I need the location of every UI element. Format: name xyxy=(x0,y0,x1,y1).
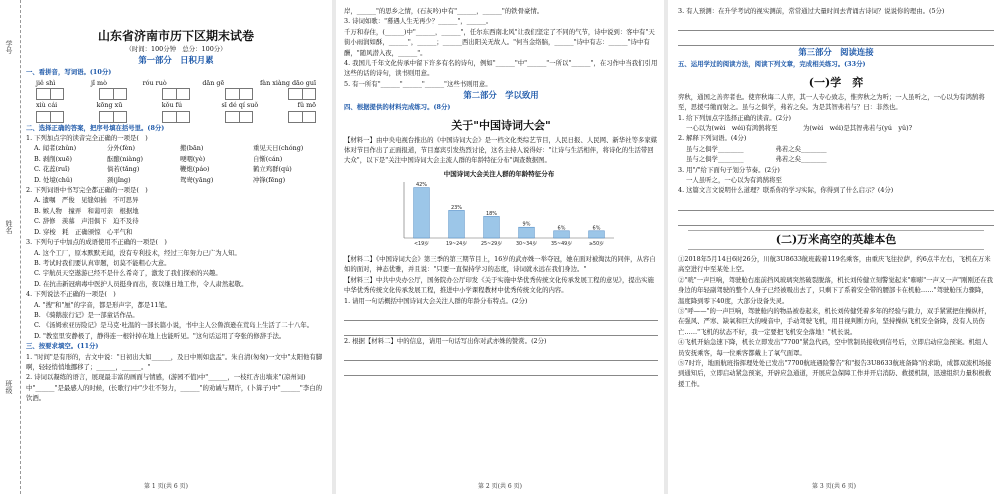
question-1: 1. 下列加点字的读音完全正确的一项是( ) xyxy=(26,134,148,143)
section-three-heading: 三、按要求填空。(11分) xyxy=(26,342,99,351)
pinyin-item: xiù cái xyxy=(36,101,58,110)
pinyin-item: kōng xū xyxy=(96,101,123,110)
chart-data-label: 6% xyxy=(557,225,566,232)
part-one-heading: 第一部分 日积月累 xyxy=(138,55,214,66)
question-2: 2. 下列词语中书写完全都正确的一项是( ) xyxy=(26,186,148,195)
part-two-heading: 第二部分 学以致用 xyxy=(463,90,539,101)
chart-data-label: 18% xyxy=(485,210,498,217)
chart-data-label: 6% xyxy=(592,225,601,232)
section-two-heading: 二、选择正确的答案，把序号填在括号里。(8分) xyxy=(26,123,165,132)
option-line: A. 这个工厂，原本默默无闻，没有专利技术，经过三年努力已广为人知。 xyxy=(34,248,241,257)
pinyin-item: kǒu fú xyxy=(161,101,183,110)
fill-line: 岸，______"的思乡之情，(石灰吟)中有"______，______"的铁骨豪情。 xyxy=(344,7,544,15)
pinyin-item: fǔ mō xyxy=(297,101,316,110)
binding-label-class: 班级 xyxy=(5,380,13,394)
page-footer: 第 2 页(共 6 页) xyxy=(478,483,522,490)
chart-title: 中国诗词大会关注人群的年龄特征分布 xyxy=(443,169,555,178)
answer-line[interactable] xyxy=(678,196,994,211)
section-one-heading: 一、看拼音，写词语。(10分) xyxy=(26,68,112,77)
reading-one-q4: 4. 这篇文言文说明什么道理？联系你的学习实际，你得到了什么启示？(4分) xyxy=(678,186,894,195)
option-line: C. 辞修 羡慕 声泪俱下 迫不及待 xyxy=(34,217,139,226)
option-row: B. 剥削(xuē) 酝酿(niàng) 哽咽(yè) 自惭(cán) xyxy=(34,154,283,163)
answer-boxes-row-2[interactable] xyxy=(26,111,326,123)
answer-boxes-row-1[interactable] xyxy=(26,88,326,100)
chart-tick-label: 25~29岁 xyxy=(480,241,503,247)
material-two: 【材料二】《中国诗词大会》第三季的第三期节目上，16岁的武亦姝一举夺冠，她在面对被淘汰的同伴，从容自如的面对，神态优雅，并且说："只要一直保持学习的态度，诗词就永远在我们身边。" xyxy=(344,254,656,274)
reading-one-title: (一)学 弈 xyxy=(808,75,864,89)
reading-two-paragraph: ②"咣"一声巨响，驾驶舱右座前挡风玻璃突然破裂脱落，机长刘传健立刻警觉起来"嘭嘭"一声又一声"刚刚还在我身边的年轻副驾驶的整个人身子已经被吸出去了，只剩下了系着安全带的腰部卡在机舱……"驾驶舱压力骤降，温度降到零下40度，大部分设备失灵。 xyxy=(678,275,994,305)
reading-one-q2-items[interactable]: 虽与之俱学________ 弗若之矣________ xyxy=(686,155,827,164)
reading-two-paragraph: ⑤7时许，地面航班指挥理处处已发出"7700航班遇险警告"和"报告3U8633航班备降"的求助，成都双流机场接到通知后，立即启动紧急预案，开辟应急通道，开展应急保障工作并开启消防、救援机制，迅速组织力量积极救援工作。 xyxy=(678,358,992,388)
fill-line: 千万和春住，(______)中"______，______"，任尔东西南北风"让我们坚定了不同的气节，诗中说到：客中有"天街小雨润如酥，______"，______；______西出阳关无故人。"何当金络脑，______"诗中有志：______"诗中有酬，"随风潜入夜，______"。 xyxy=(344,27,655,57)
pinyin-item: fàn xiàng dāo guī xyxy=(259,78,316,87)
chart-bar xyxy=(484,216,500,238)
pinyin-row-2 xyxy=(26,100,326,110)
option-row: A. 闻者(zhǔn) 分外(fèn) 搬(bān) 重见天日(chóng) xyxy=(34,144,304,153)
chart-tick-label: ≥50岁 xyxy=(589,241,604,247)
age-distribution-chart xyxy=(374,168,624,252)
exam-subtitle: （时间：100分钟 总分：100分） xyxy=(125,45,227,53)
pinyin-item: róu ruò xyxy=(142,78,167,87)
option-row: D. 处境(chǔ) 颈(jǐng) 鸳鸯(yāng) 冲锋(fēng) xyxy=(34,175,286,184)
exam-page-2 xyxy=(336,0,664,494)
reading-two-title: (二)万米高空的英雄本色 xyxy=(688,230,984,250)
option-line: C. 《汤姆索亚历险记》是马克·吐温的一部长篇小说，书中主人公鲁滨逊在荒岛上生活了二十八年。 xyxy=(34,321,314,330)
exam-page-3 xyxy=(668,0,1000,494)
answer-line[interactable] xyxy=(344,321,658,336)
answer-line[interactable] xyxy=(344,306,658,321)
chart-bar xyxy=(449,210,465,238)
option-line: B. 《骑鹅旅行记》是一部童话作品。 xyxy=(34,310,139,319)
chart-bar xyxy=(414,187,430,237)
page-footer: 第 1 页(共 6 页) xyxy=(144,483,188,490)
material-topic-title: 关于"中国诗词大会" xyxy=(451,118,551,132)
fill-question-1: 1. "时间"是有形的，古文中说："日初出大如______，及日中则如盘盂"。朱自清(匆匆)一文中"太阳他有脚啊，轻轻悄悄地挪移了；______，______。" xyxy=(26,352,323,371)
answer-line[interactable] xyxy=(678,16,994,31)
reading-one-q3: 3. 用"/"给下面句子划分节奏。(2分) xyxy=(678,165,780,174)
option-line: A. "搜"和"厘"的字音，都是形声字，都是11笔。 xyxy=(34,300,172,309)
binding-margin xyxy=(0,0,21,494)
chart-data-label: 42% xyxy=(415,181,428,188)
chart-bar xyxy=(554,231,570,238)
chart-data-label: 23% xyxy=(450,204,463,211)
option-line: C. 宇航员天空遨游已经不是什么希奇了，激发了我们探索的兴趣。 xyxy=(34,269,222,278)
question-praise: 2. 根据【材料二】中的信息，请用一句话写出你对武亦姝的赞赏。(2分) xyxy=(344,336,547,345)
reading-two-paragraph: ①2018年5月14日6时26分，川航3U8633航班载着119名乘客，由重庆飞往拉萨，约6点半左右，飞机在万米高空进行中至某处上空。 xyxy=(678,254,991,274)
fill-line: 4. 我国儿千年文化传承中留下许多有名的诗句，例如"______"中"______"一所以"______"，在习作中当我们引用这些的话的诗句，读书则用意。 xyxy=(344,59,658,78)
reading-two-paragraph: ③"呼——"的一声巨响，驾驶舱内的物品被卷起来，机长刘传健凭着多年的经验与毅力，双手紧紧把住操纵杆，在强风、严寒、缺氧和巨大的噪音中，手动驾驶飞机，用目视判断方向，坚持操纵飞机安全备降，没有人员伤亡……"飞机的状态不好，我一定要把飞机安全落地！"机长说。 xyxy=(678,306,991,336)
pinyin-item: jǐ mò xyxy=(90,78,107,87)
chart-bar xyxy=(589,231,605,238)
reading-one-q2: 2. 解释下列词语。(4分) xyxy=(678,134,747,143)
option-line: B. 考试时我们要认真审题，切莫不能粗心大意。 xyxy=(34,258,171,267)
answer-line[interactable] xyxy=(344,361,658,376)
reading-one-q1-options[interactable]: 一心以为(wèi wéi)有鸿鹄将至 为(wèi wéi)是其智弗若与(yú yǔ)? xyxy=(686,124,913,133)
chart-svg xyxy=(374,168,624,252)
chart-tick-label: 35~49岁 xyxy=(550,241,573,247)
reading-one-q1: 1. 给下列加点字选择正确的读音。(2分) xyxy=(678,113,792,122)
material-one: 【材料一】由中央电视台推出的《中国诗词大会》是一档文化类综艺节目，人民日报、人民网、新华社等多家媒体对节目作出了正面报道，节目嘉宾引发热烈讨论，这名主持人说得好："让诗与生活相伴，将诗化的生活带回大众"，以下是"关注中国诗词大会主流人群的年龄特征分布"调查数据图。 xyxy=(344,135,658,165)
binding-label-name: 姓名 xyxy=(5,220,13,234)
option-line: D. 穿梭 耗 正确颁惊 心平气和 xyxy=(34,227,133,236)
reading-one-text: 弈秋，通国之善弈者也。使弈秋诲二人弈，其一人专心致志，惟弈秋之为听；一人虽听之，一心以为有鸿鹄将至，思援弓缴而射之。虽与之俱学，弗若之矣。为是其智弗若与？曰：非然也。 xyxy=(678,92,985,112)
exam-title: 山东省济南市历下区期末试卷 xyxy=(97,29,254,43)
answer-line[interactable] xyxy=(344,346,658,361)
exam-page-1 xyxy=(0,0,332,494)
option-line: D. "教室里安静极了，静得连一根针掉在地上也能听见。"这句话运用了夸张的修辞手法。 xyxy=(34,331,286,340)
fill-line: 5. 有一所有"______"______"______"这些书则用意。 xyxy=(344,79,492,88)
chart-tick-label: 19~24岁 xyxy=(445,241,468,247)
section-four-heading: 四、根据提供的材料完成练习。(8分) xyxy=(344,103,451,112)
fill-question-2: 2. 诗词以凝练的语言，展现最丰富的画面与情感，(游园不值)中"______，一枝红杏出墙来"(凉州词)中"______"是最感人的时候，(长歌行)中"少壮不努力，______"的劝诫与期许，(卜算子)中"______"李白的饮酒。 xyxy=(26,373,323,403)
question-summary: 1. 请用一句话概括中国诗词大会关注人群的年龄分布特点。(2分) xyxy=(344,296,528,305)
material-three: 【材料三】中共中央办公厅，国务院办公厅印发《关于实施中华优秀传统文化传承发展工程的意见》，提出实施中华优秀传统文化传承发展工程，推进中小学课程教材中优秀传统文化的内容。 xyxy=(344,275,654,295)
binding-label-student-number: 学号 xyxy=(5,40,13,54)
chart-data-label: 9% xyxy=(522,221,531,228)
reading-two-paragraph: ④飞机开始急速下降，机长立即发出"7700"紧急代码，空中管制员接收到信号后，立即启动应急预案。机组人员安抚乘客，每一位乘客都戴上了氧气面罩。 xyxy=(678,338,988,357)
reading-one-q3-sentence[interactable]: 一人虽听之，一心以为有鸿鹄将至 xyxy=(686,176,782,185)
pinyin-item: sī dé qí suǒ xyxy=(221,101,259,110)
pinyin-item: dān gē xyxy=(202,78,225,87)
fill-line: 3. 诗词如歌："蓦遇人生无再少？______"，______。 xyxy=(344,17,493,26)
option-row: C. 花蕊(ruǐ) 倘若(tǎng) 鞭炮(páo) 鹤立鸡群(qú) xyxy=(34,165,292,174)
section-five-heading: 五、运用学过的阅读方法，阅读下列文章，完成相关练习。(33分) xyxy=(678,60,866,69)
option-line: D. 在抗击新冠病毒中医护人员挺身而出，夜以继日地工作，令人肃然起敬。 xyxy=(34,279,248,288)
pinyin-row-1 xyxy=(26,78,326,88)
answer-line[interactable] xyxy=(678,211,994,226)
answer-line[interactable] xyxy=(678,31,994,46)
question-3: 3. 下列句子中加点的成语使用不正确的一项是( ) xyxy=(26,238,167,247)
page-footer: 第 3 页(共 6 页) xyxy=(812,483,856,490)
part-three-heading: 第三部分 阅读连接 xyxy=(798,47,874,58)
chart-tick-label: 30~34岁 xyxy=(515,241,538,247)
chart-bar xyxy=(519,227,535,238)
option-line: A. 遗嘱 严俊 见缝如插 不可思异 xyxy=(34,196,139,205)
question-4: 4. 下列说法不正确的一项是( ) xyxy=(26,290,116,299)
question-opinion: 3. 有人预测：在升学考试的视实测前，常常通过大量时间去背诵古诗词？说说你的理由。(5分) xyxy=(678,7,945,15)
option-line: B. 嫉人物 撞弄 和蔼可亲 根据地 xyxy=(34,206,139,215)
pinyin-item: jiě shì xyxy=(36,78,56,87)
chart-tick-label: <19岁 xyxy=(414,241,429,247)
reading-one-q2-items[interactable]: 虽与之俱学________ 弗若之矣________ xyxy=(686,144,827,153)
